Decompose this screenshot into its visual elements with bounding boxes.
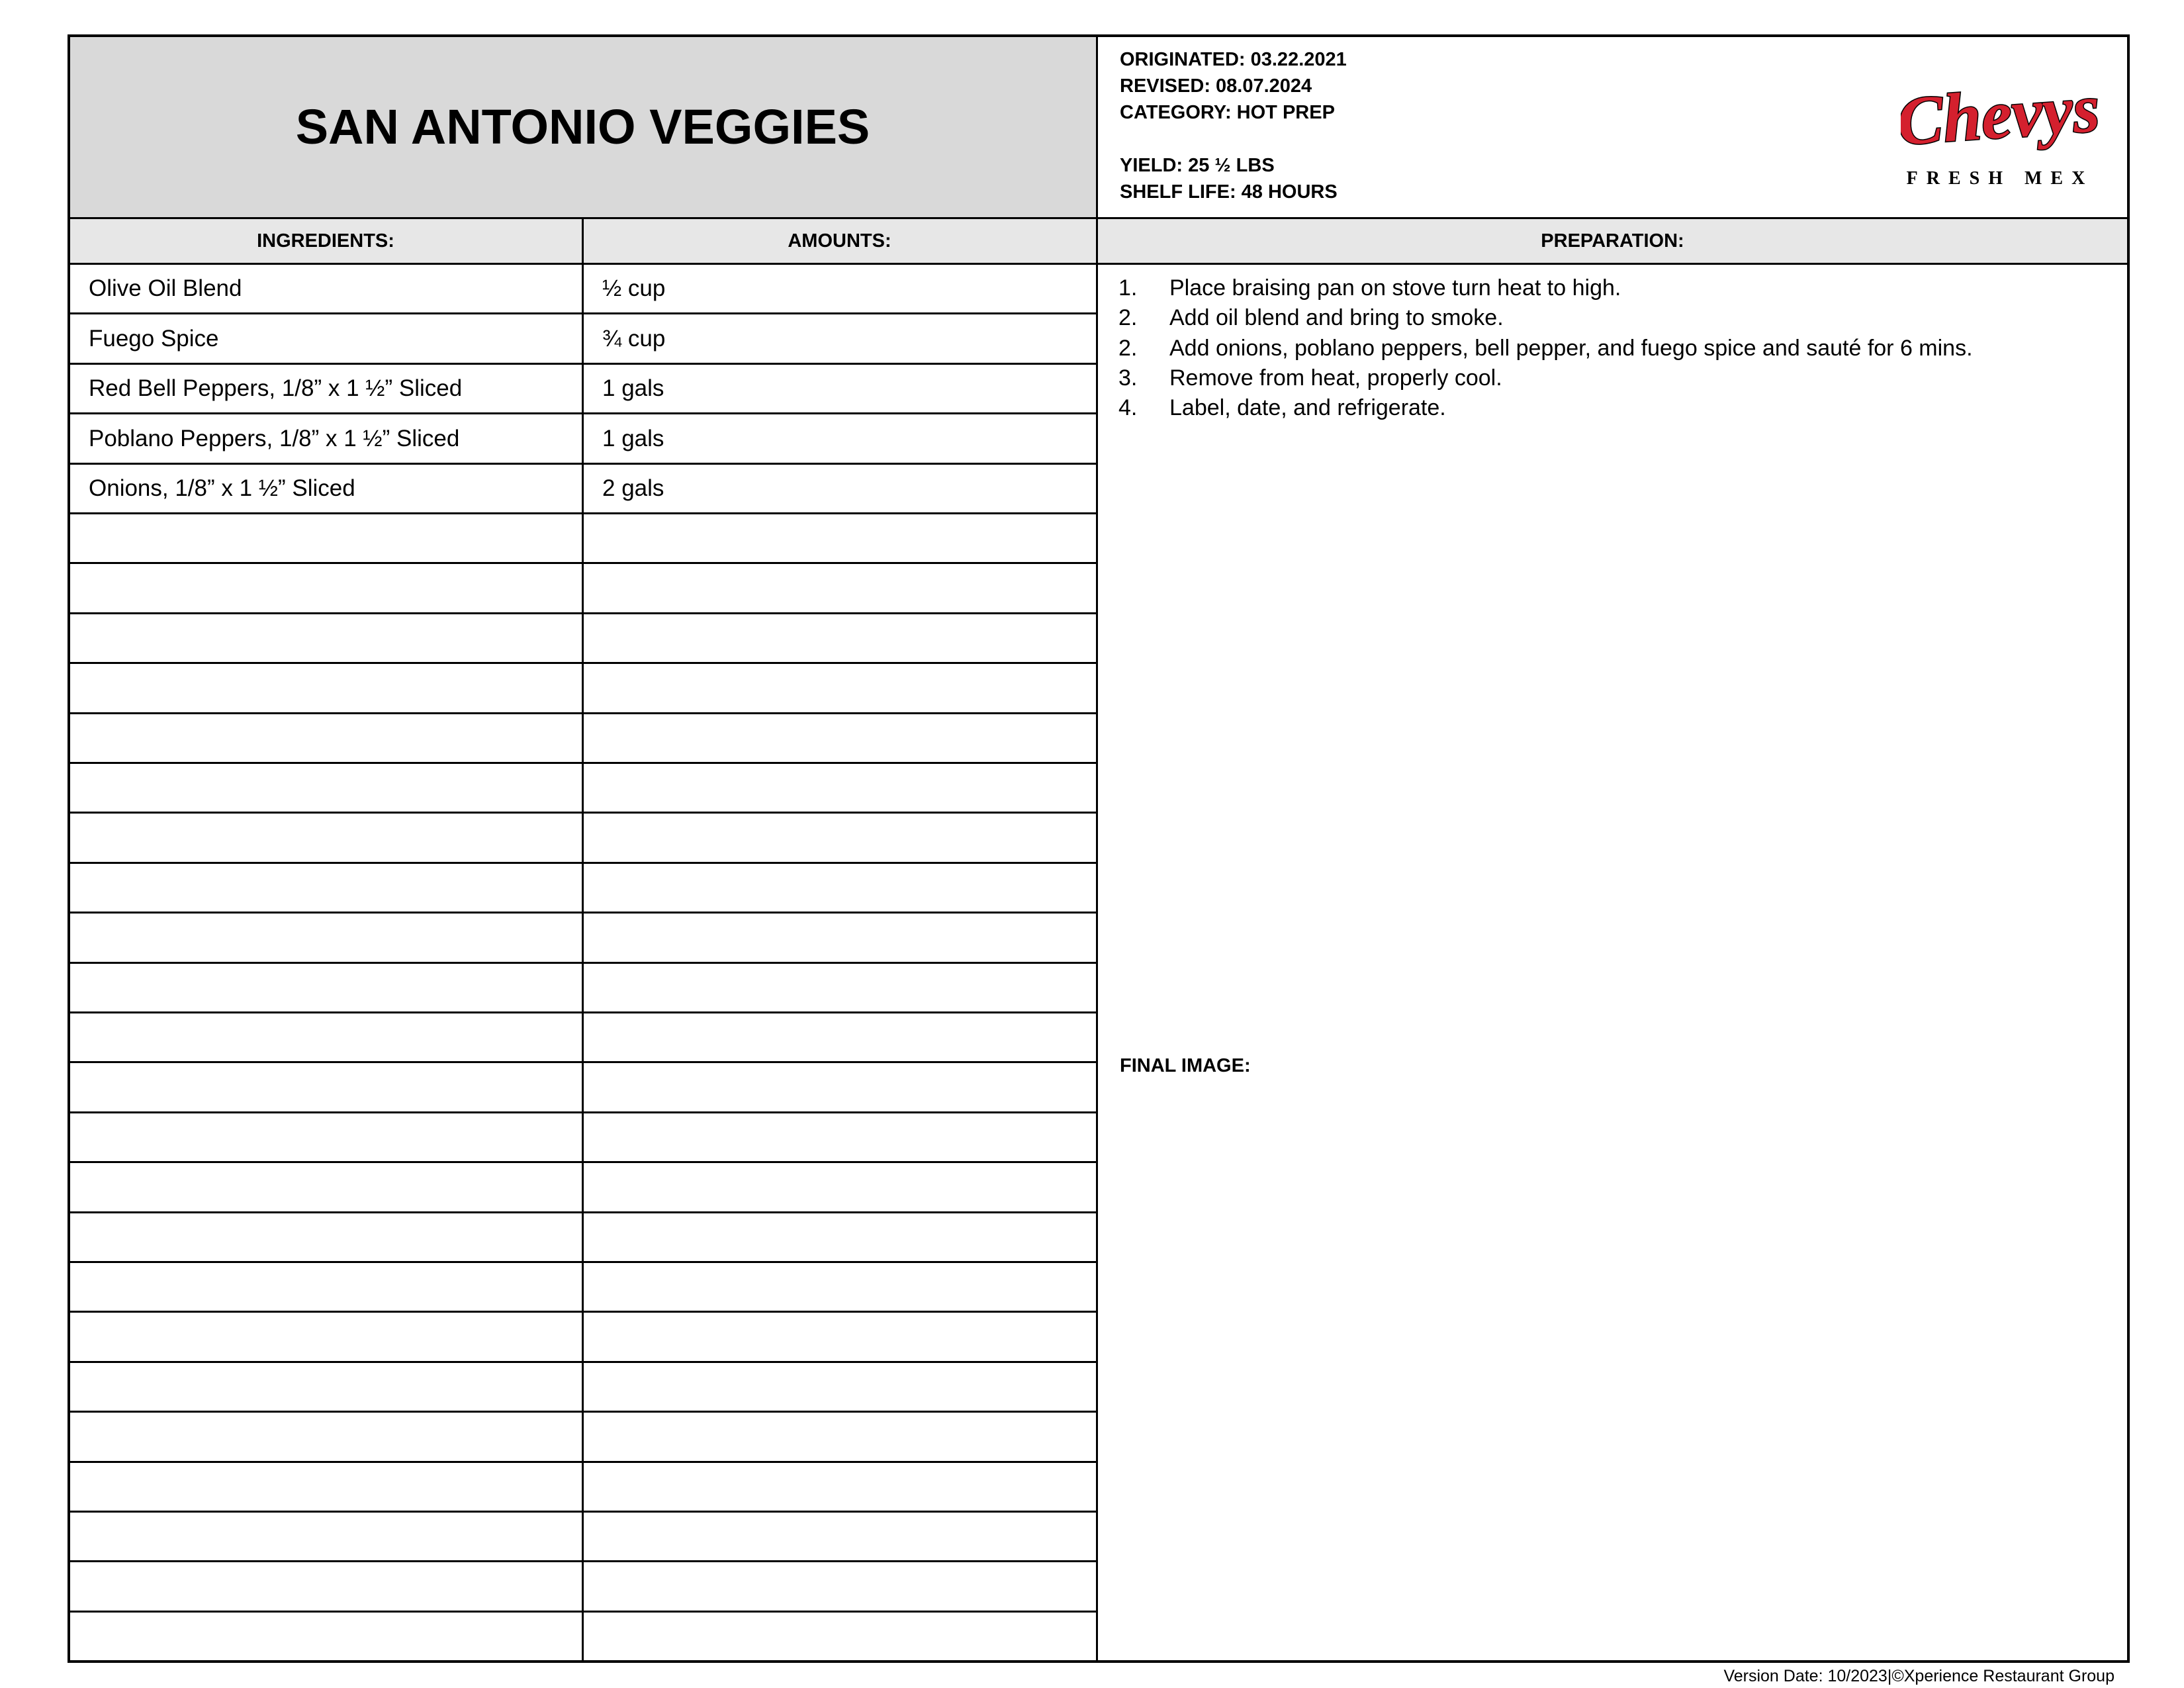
ingredient-name: Poblano Peppers, 1/8” x 1 ½” Sliced [89,426,460,451]
ingredient-row-line [69,912,1096,914]
ingredient-amount: 1 gals [602,426,664,451]
step-text: Add onions, poblano peppers, bell pepper, and fuego spice and sauté for 6 mins. [1169,336,1973,361]
step-number: 2. [1118,336,1138,361]
ingredient-row-line [69,612,1096,614]
version-footer: Version Date: 10/2023|©Xperience Restaurant Group [1723,1667,2115,1685]
ingredient-name: Olive Oil Blend [89,275,242,301]
header-bottom-line [69,263,2128,265]
ingredient-row-line [69,1061,1096,1063]
step-number: 3. [1118,365,1138,391]
ingredient-row-line [69,463,1096,465]
ingredient-amount: 2 gals [602,475,664,501]
ingredient-row-line [69,1361,1096,1363]
ingredient-row-line [69,1211,1096,1213]
logo-brand-text: Chevys [1901,70,2103,160]
recipe-title: SAN ANTONIO VEGGIES [295,99,870,154]
revised-date: REVISED: 08.07.2024 [1120,75,1312,97]
ingredient-name: Onions, 1/8” x 1 ½” Sliced [89,475,355,501]
shelf-life: SHELF LIFE: 48 HOURS [1120,181,1338,203]
ingredient-amount: ½ cup [602,275,666,301]
ingredient-name: Red Bell Peppers, 1/8” x 1 ½” Sliced [89,375,463,401]
table-border-right [2127,34,2130,1663]
ingredient-row-line [69,862,1096,864]
final-image-label: FINAL IMAGE: [1120,1055,1251,1076]
prep-column-divider [1096,36,1098,1662]
amounts-header: AMOUNTS: [788,230,891,252]
ingredients-header: INGREDIENTS: [257,230,394,252]
amount-column-divider [582,217,584,1662]
category: CATEGORY: HOT PREP [1120,102,1335,123]
ingredient-row-line [69,1261,1096,1263]
ingredient-row-line [69,363,1096,365]
header-top-line [69,217,2128,219]
step-text: Remove from heat, properly cool. [1169,365,1502,391]
originated-date: ORIGINATED: 03.22.2021 [1120,49,1347,70]
ingredient-row-line [69,762,1096,764]
ingredient-row-line [69,1011,1096,1013]
ingredient-row-line [69,1461,1096,1463]
ingredient-row-line [69,562,1096,564]
ingredient-name: Fuego Spice [89,326,219,352]
ingredient-row-line [69,962,1096,964]
step-number: 4. [1118,395,1138,420]
ingredient-row-line [69,812,1096,814]
table-border-top [68,34,2130,37]
ingredient-row-line [69,1311,1096,1313]
yield: YIELD: 25 ½ LBS [1120,155,1275,176]
ingredient-row-line [69,1411,1096,1413]
ingredient-amount: ¾ cup [602,326,666,352]
ingredient-row-line [69,712,1096,714]
ingredient-row-line [69,1560,1096,1562]
ingredient-amount: 1 gals [602,375,664,401]
ingredient-row-line [69,1161,1096,1163]
ingredient-row-line [69,1511,1096,1513]
logo-tagline: FRESH MEX [1906,168,2094,189]
step-text: Add oil blend and bring to smoke. [1169,305,1504,330]
step-number: 1. [1118,275,1138,301]
table-border-bottom [68,1660,2130,1663]
chevys-logo [1901,61,2106,193]
ingredient-row-line [69,312,1096,314]
preparation-header: PREPARATION: [1541,230,1684,252]
ingredient-row-line [69,1611,1096,1613]
ingredient-row-line [69,662,1096,664]
ingredient-row-line [69,1111,1096,1113]
ingredient-row-line [69,512,1096,514]
table-border-left [68,34,70,1663]
ingredient-row-line [69,412,1096,414]
step-text: Label, date, and refrigerate. [1169,395,1446,420]
step-text: Place braising pan on stove turn heat to high. [1169,275,1621,301]
step-number: 2. [1118,305,1138,330]
